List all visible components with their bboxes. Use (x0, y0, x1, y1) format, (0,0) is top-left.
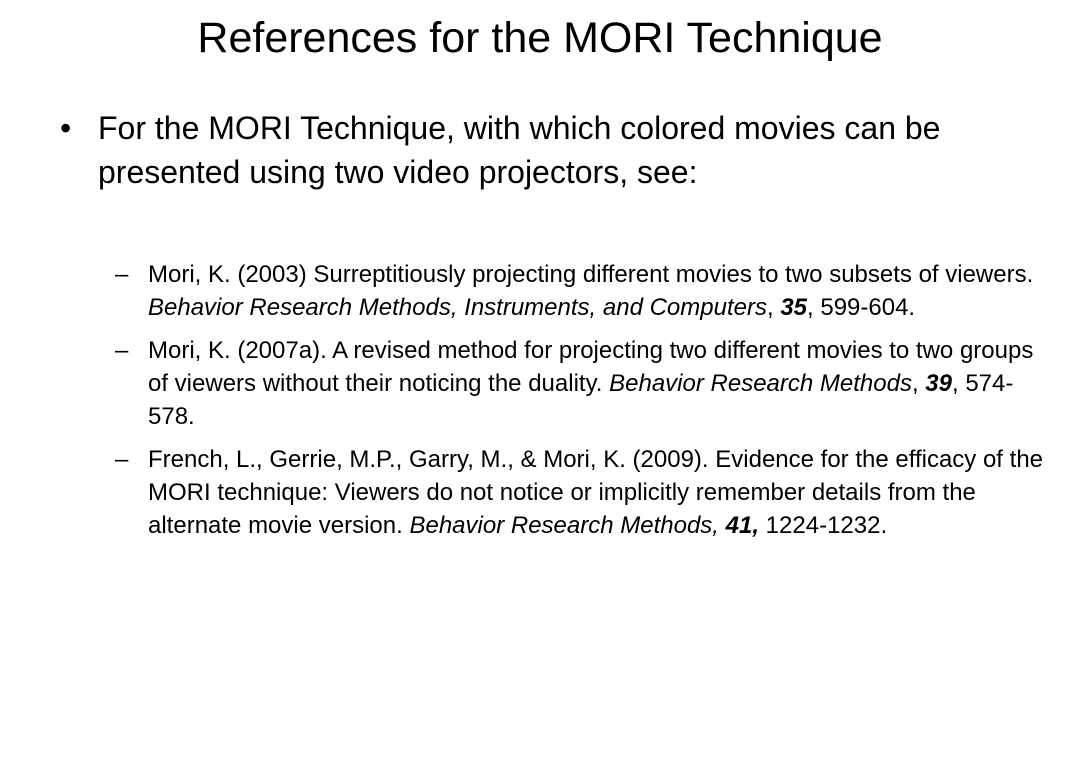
reference-journal: Behavior Research Methods, (409, 512, 719, 539)
reference-text (148, 334, 1043, 433)
reference-pages: , 599-604. (807, 294, 916, 321)
main-bullet (60, 106, 1020, 194)
reference-citation: French, L., Gerrie, M.P., Garry, M., & Mori, K. (2009). Evidence for the efficacy of the MORI technique: Viewers do not notice or implicitly remember details from the alternate movie version. (148, 446, 1044, 539)
reference-separator (719, 512, 726, 539)
reference-item (115, 334, 1045, 433)
reference-text (148, 443, 1043, 542)
reference-volume: 41, (725, 512, 760, 539)
reference-citation: Mori, K. (2007a). A revised method for projecting two different movies to two groups of viewers without their noticing the duality. (148, 337, 1034, 397)
reference-item (115, 258, 1045, 324)
bullet-icon: • (60, 110, 72, 146)
reference-separator: , (911, 370, 926, 397)
reference-journal: Behavior Research Methods (609, 370, 912, 397)
reference-text (148, 258, 1043, 324)
dash-icon: – (115, 446, 129, 473)
reference-pages: , 574-578. (148, 370, 1014, 430)
reference-separator: , (766, 294, 781, 321)
reference-list (115, 258, 1045, 552)
dash-icon: – (115, 337, 129, 364)
reference-pages: 1224-1232. (759, 512, 888, 539)
slide-title: References for the MORI Technique (197, 14, 883, 62)
reference-journal: Behavior Research Methods, Instruments, and Computers (148, 294, 767, 321)
reference-volume: 35 (780, 294, 808, 321)
reference-item (115, 443, 1045, 542)
reference-volume: 39 (925, 370, 952, 397)
reference-citation: Mori, K. (2003) Surreptitiously projecting different movies to two subsets of viewers. (148, 261, 1034, 288)
dash-icon: – (115, 261, 129, 288)
main-bullet-text: For the MORI Technique, with which colored movies can be presented using two video projectors, see: (98, 110, 941, 190)
